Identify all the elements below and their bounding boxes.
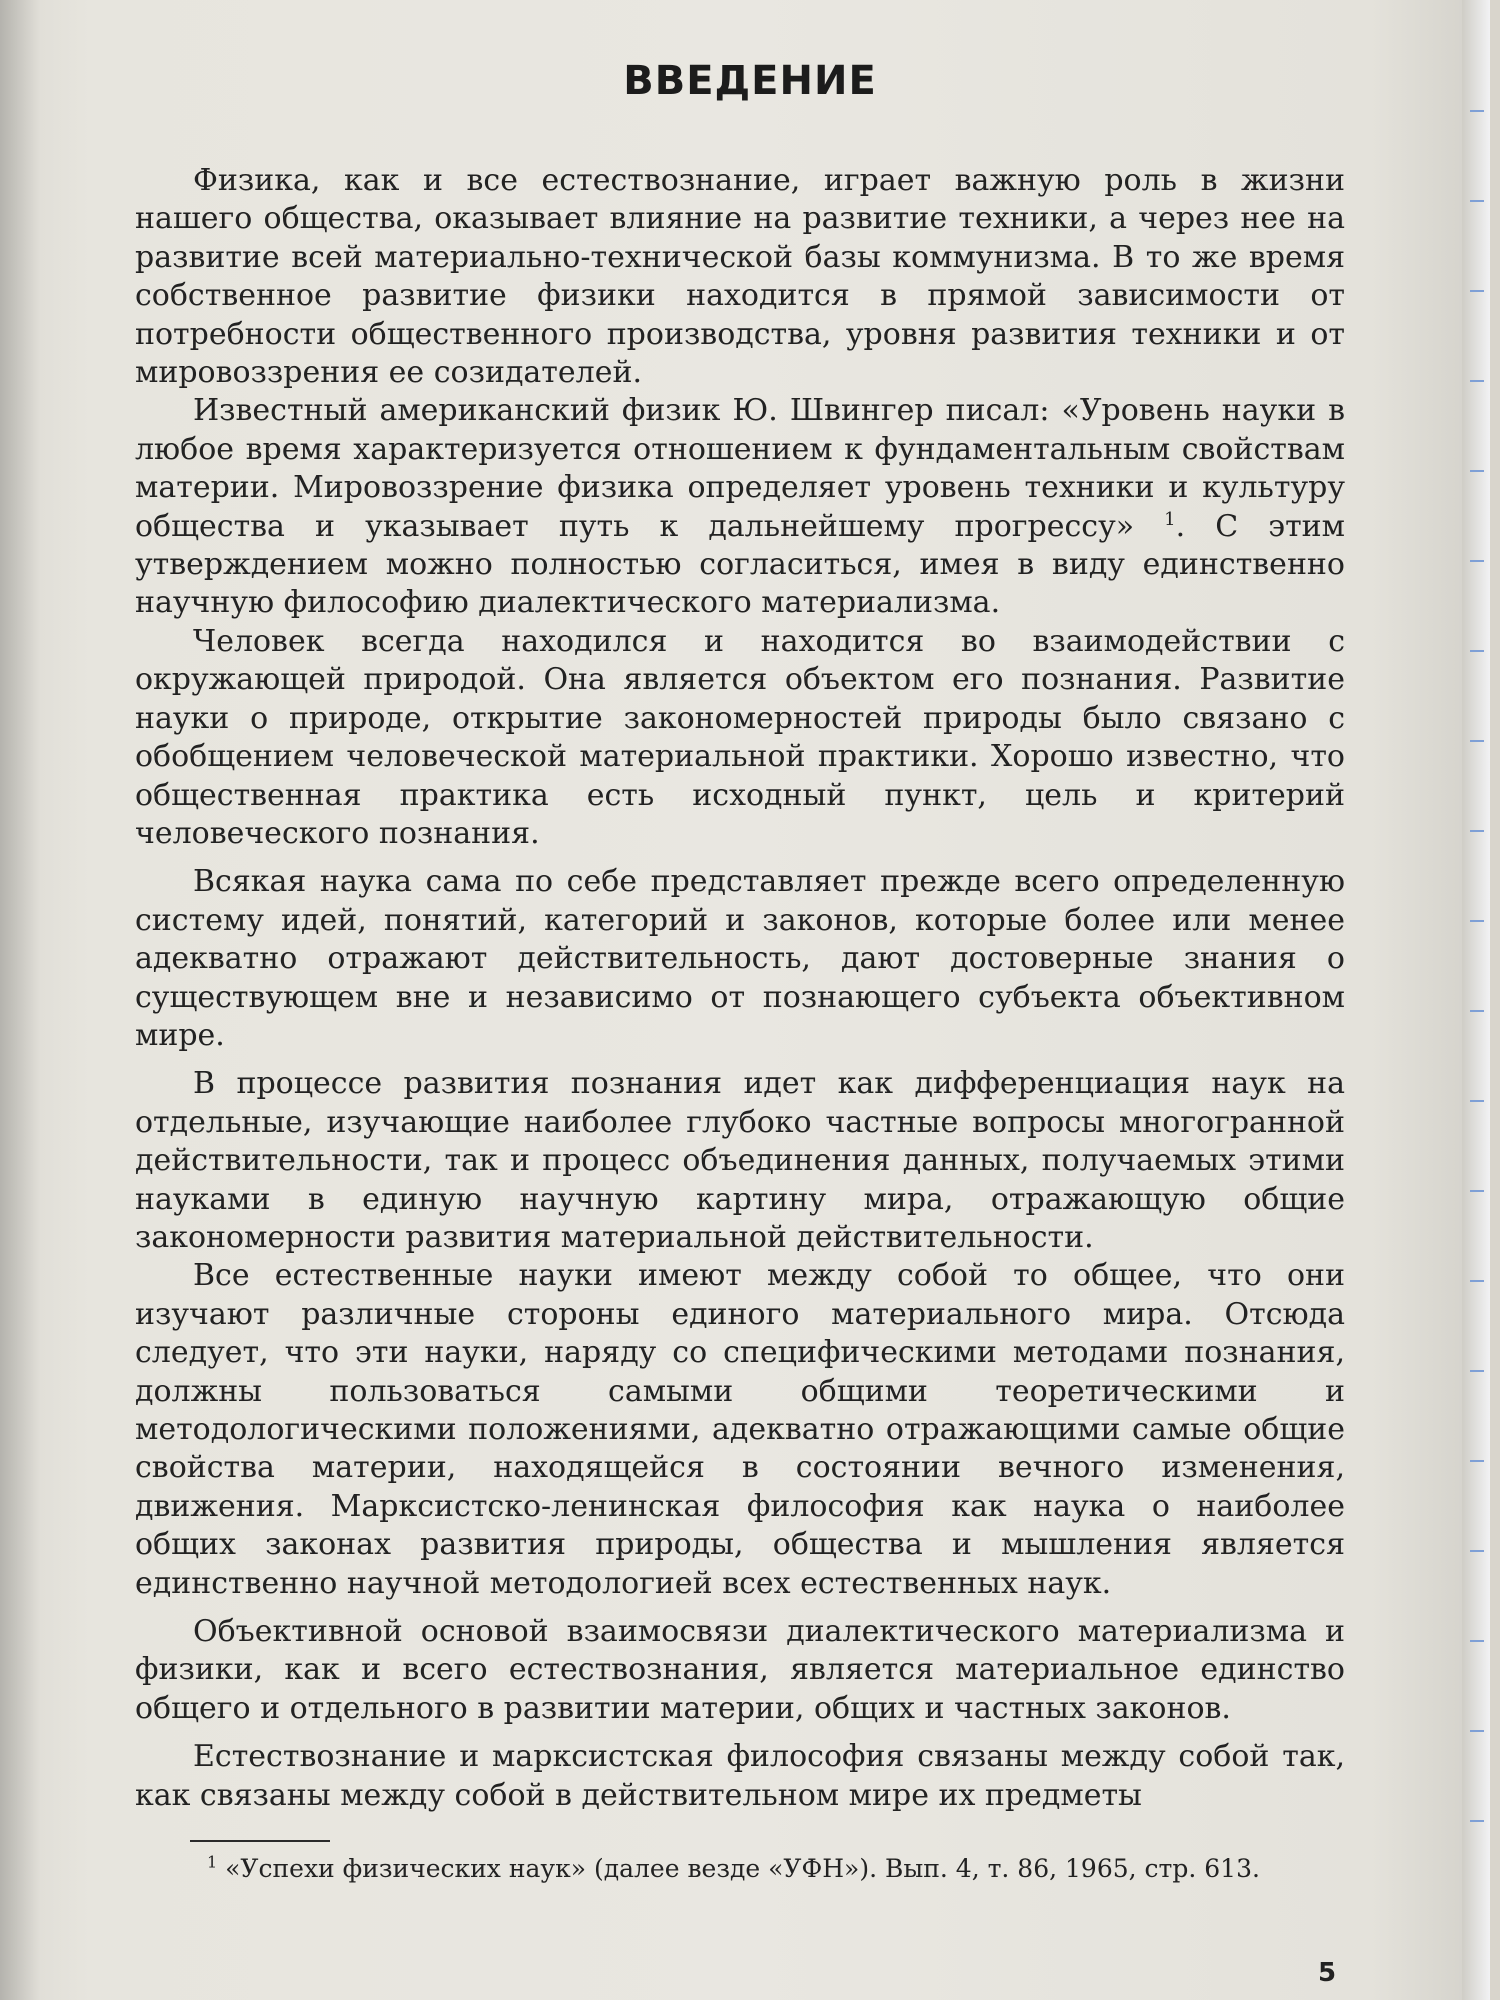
body-text [135, 162, 1345, 1815]
binding-shadow [0, 0, 40, 2000]
margin-mark [1470, 290, 1484, 292]
paragraph: Физика, как и все естествознание, играет важную роль в жизни нашего общества, оказывает влияние на развитие техники, а через нее на развитие всей материально-технической базы коммунизма. В то же время собственное развитие физики находится в прямой зависимости от потребности общественного производства, уровня развития техники и от мировоззрения ее созидателей. [135, 163, 1345, 391]
margin-mark [1470, 1100, 1484, 1102]
margin-mark [1470, 740, 1484, 742]
paragraph-text: Известный американский физик Ю. Швингер писал: «Уровень науки в любое время характеризуется отношением к фундаментальным свойствам материи. Мировоззрение физика определяет уровень техники и культуру общества и указывает путь к дальнейшему прогрессу» [135, 393, 1345, 544]
margin-mark [1470, 1730, 1484, 1732]
margin-mark [1470, 1190, 1484, 1192]
margin-mark [1470, 1820, 1484, 1822]
margin-mark [1470, 1370, 1484, 1372]
footnote-divider [190, 1840, 330, 1842]
chapter-heading: ВВЕДЕНИЕ [623, 58, 877, 104]
footnote-text: «Успехи физических наук» (далее везде «УФН»). Вып. 4, т. 86, 1965, стр. 613. [217, 1854, 1260, 1883]
margin-mark [1470, 650, 1484, 652]
margin-mark [1470, 920, 1484, 922]
margin-mark [1470, 1280, 1484, 1282]
margin-mark [1470, 380, 1484, 382]
page-number: 5 [1318, 1958, 1337, 1988]
paragraph: Все естественные науки имеют между собой то общее, что они изучают различные стороны единого материального мира. Отсюда следует, что эти науки, наряду со специфическими методами познания, должны пользоваться самыми общими теоретическими и методологическими положениями, адекватно отражающими самые общие свойства материи, находящейся в состоянии вечного изменения, движения. Марксистско-ленинская философия как наука о наиболее общих законах развития природы, общества и мышления является единственно научной методологией всех естественных наук. [135, 1258, 1345, 1601]
page-edge [1462, 0, 1490, 2000]
margin-mark [1470, 830, 1484, 832]
margin-mark [1470, 560, 1484, 562]
margin-mark [1470, 470, 1484, 472]
footnote-reference: 1 [1164, 508, 1176, 530]
paragraph: Всякая наука сама по себе представляет прежде всего определенную систему идей, понятий, категорий и законов, которые более или менее адекватно отражают действительность, дают достоверные знания о существующем вне и независимо от познающего субъекта объективном мире. [135, 864, 1345, 1053]
margin-mark [1470, 110, 1484, 112]
paragraph: Естествознание и марксистская философия связаны между собой так, как связаны между собой в действительном мире их предметы [135, 1739, 1345, 1813]
paragraph-text: . С этим утверждением можно полностью согласиться, имея в виду единственно научную философию диалектического материализма. [135, 508, 1345, 621]
margin-mark [1470, 1460, 1484, 1462]
footnote [135, 1852, 1345, 1885]
margin-mark [1470, 1640, 1484, 1642]
margin-mark [1470, 1550, 1484, 1552]
paragraph: Человек всегда находился и находится во взаимодействии с окружающей природой. Она является объектом его познания. Развитие науки о природе, открытие закономерностей природы было связано с обобщением человеческой материальной практики. Хорошо известно, что общественная практика есть исходный пункт, цель и критерий человеческого познания. [135, 623, 1345, 851]
margin-mark [1470, 200, 1484, 202]
paragraph: В процессе развития познания идет как дифференциация наук на отдельные, изучающие наиболее глубоко частные вопросы многогранной действительности, так и процесс объединения данных, получаемых этими науками в единую научную картину мира, отражающую общие закономерности развития материальной действительности. [135, 1066, 1345, 1255]
paragraph: Объективной основой взаимосвязи диалектического материализма и физики, как и всего естествознания, является материальное единство общего и отдельного в развитии материи, общих и частных законов. [135, 1614, 1345, 1726]
footnote-marker: 1 [207, 1852, 218, 1872]
paragraph-with-footnote [135, 392, 1345, 622]
margin-mark [1470, 1010, 1484, 1012]
